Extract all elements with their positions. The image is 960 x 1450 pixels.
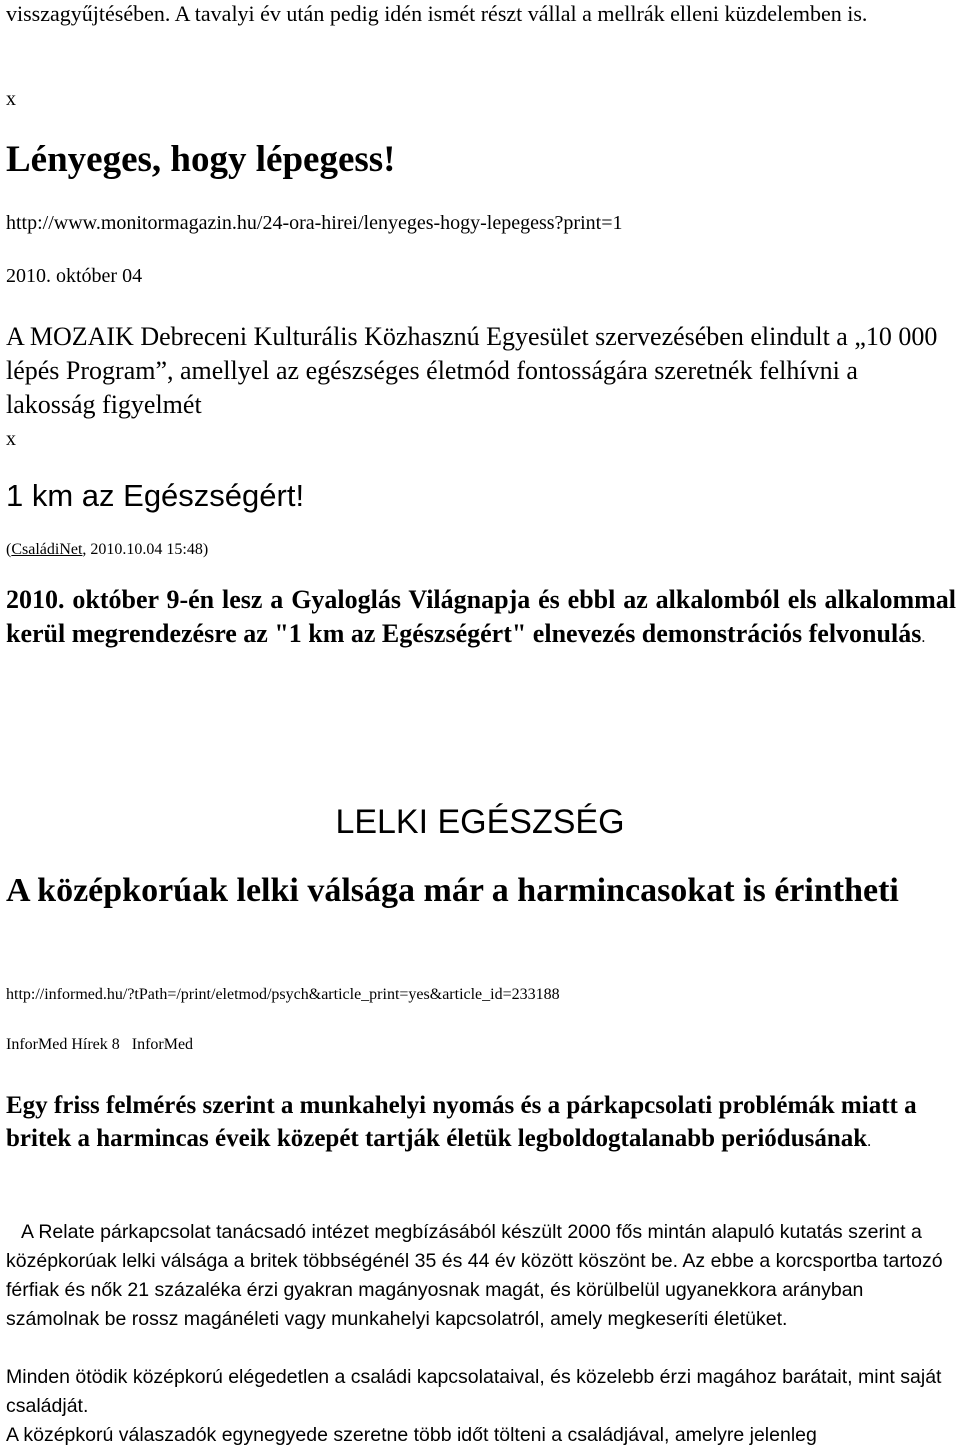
article-url[interactable]: http://informed.hu/?tPath=/print/eletmod/psych&article_print=yes&article_id=233188 [6,986,560,1003]
article-meta: InforMed Hírek 8 InforMed [6,1036,194,1053]
article-title: 1 km az Egészségért! [6,478,305,513]
top-paragraph: visszagyűjtésében. A tavalyi év után pedig idén ismét részt vállal a mellrák elleni küzdelemben is. [6,1,868,26]
body-paragraph: A Relate párkapcsolat tanácsadó intézet megbízásából készült 2000 fős mintán alapuló kutatás szerint a középkorúak lelki válsága a britek többségénél 35 és 44 év között köszönt be. Az ebbe a korcsportba tartozó férfiak és nők 21 százaléka érzi gyakran magányosnak magát, és körülbelül ugyanekkora arányban számolnak be rossz magánéleti vagy munkahelyi kapcsolatról, amely megkeseríti életüket. [6,1221,943,1330]
meta-open-paren: ( [6,541,12,558]
body-paragraph: A középkorú válaszadók egynegyede szeretne több időt tölteni a családjával, amelyre jelenleg [6,1424,817,1446]
meta-date: , 2010.10.04 15:48) [82,541,209,558]
article-lead [6,583,956,655]
separator-x-mark: x [6,88,16,110]
article-title: A középkorúak lelki válsága már a harmincasokat is érintheti [6,872,899,909]
body-paragraph: Minden ötödik középkorú elégedetlen a családi kapcsolataival, és közelebb érzi magához barátait, mint saját családját. [6,1366,942,1417]
separator-x-mark: x [6,428,16,450]
article-meta [6,541,208,559]
lead-period: . [921,629,926,646]
lead-period: . [867,1133,872,1150]
section-heading: LELKI EGÉSZSÉG [335,803,625,841]
article-title: Lényeges, hogy lépegess! [6,139,396,180]
article-date: 2010. október 04 [6,265,143,287]
article-lead: A MOZAIK Debreceni Kulturális Közhasznú Egyesület szervezésében elindult a „10 000 lépés Program”, amellyel az egészséges életmód fontosságára szeretnék felhívni a lakosság figyelmét [6,322,938,419]
article-lead [6,1089,946,1158]
article-url[interactable]: http://www.monitormagazin.hu/24-ora-hirei/lenyeges-hogy-lepegess?print=1 [6,212,623,234]
lead-text: 2010. október 9-én lesz a Gyaloglás Világnapja és ebbl az alkalomból els alkalommal kerül megrendezésre az "1 km az Egészségért" elnevezés demonstrációs felvonulás [6,585,956,648]
source-link[interactable]: CsaládiNet [11,541,83,558]
lead-text: Egy friss felmérés szerint a munkahelyi nyomás és a párkapcsolati problémák miatt a britek a harmincas éveik közepét tartják életük legboldogtalanabb periódusának [6,1092,917,1152]
